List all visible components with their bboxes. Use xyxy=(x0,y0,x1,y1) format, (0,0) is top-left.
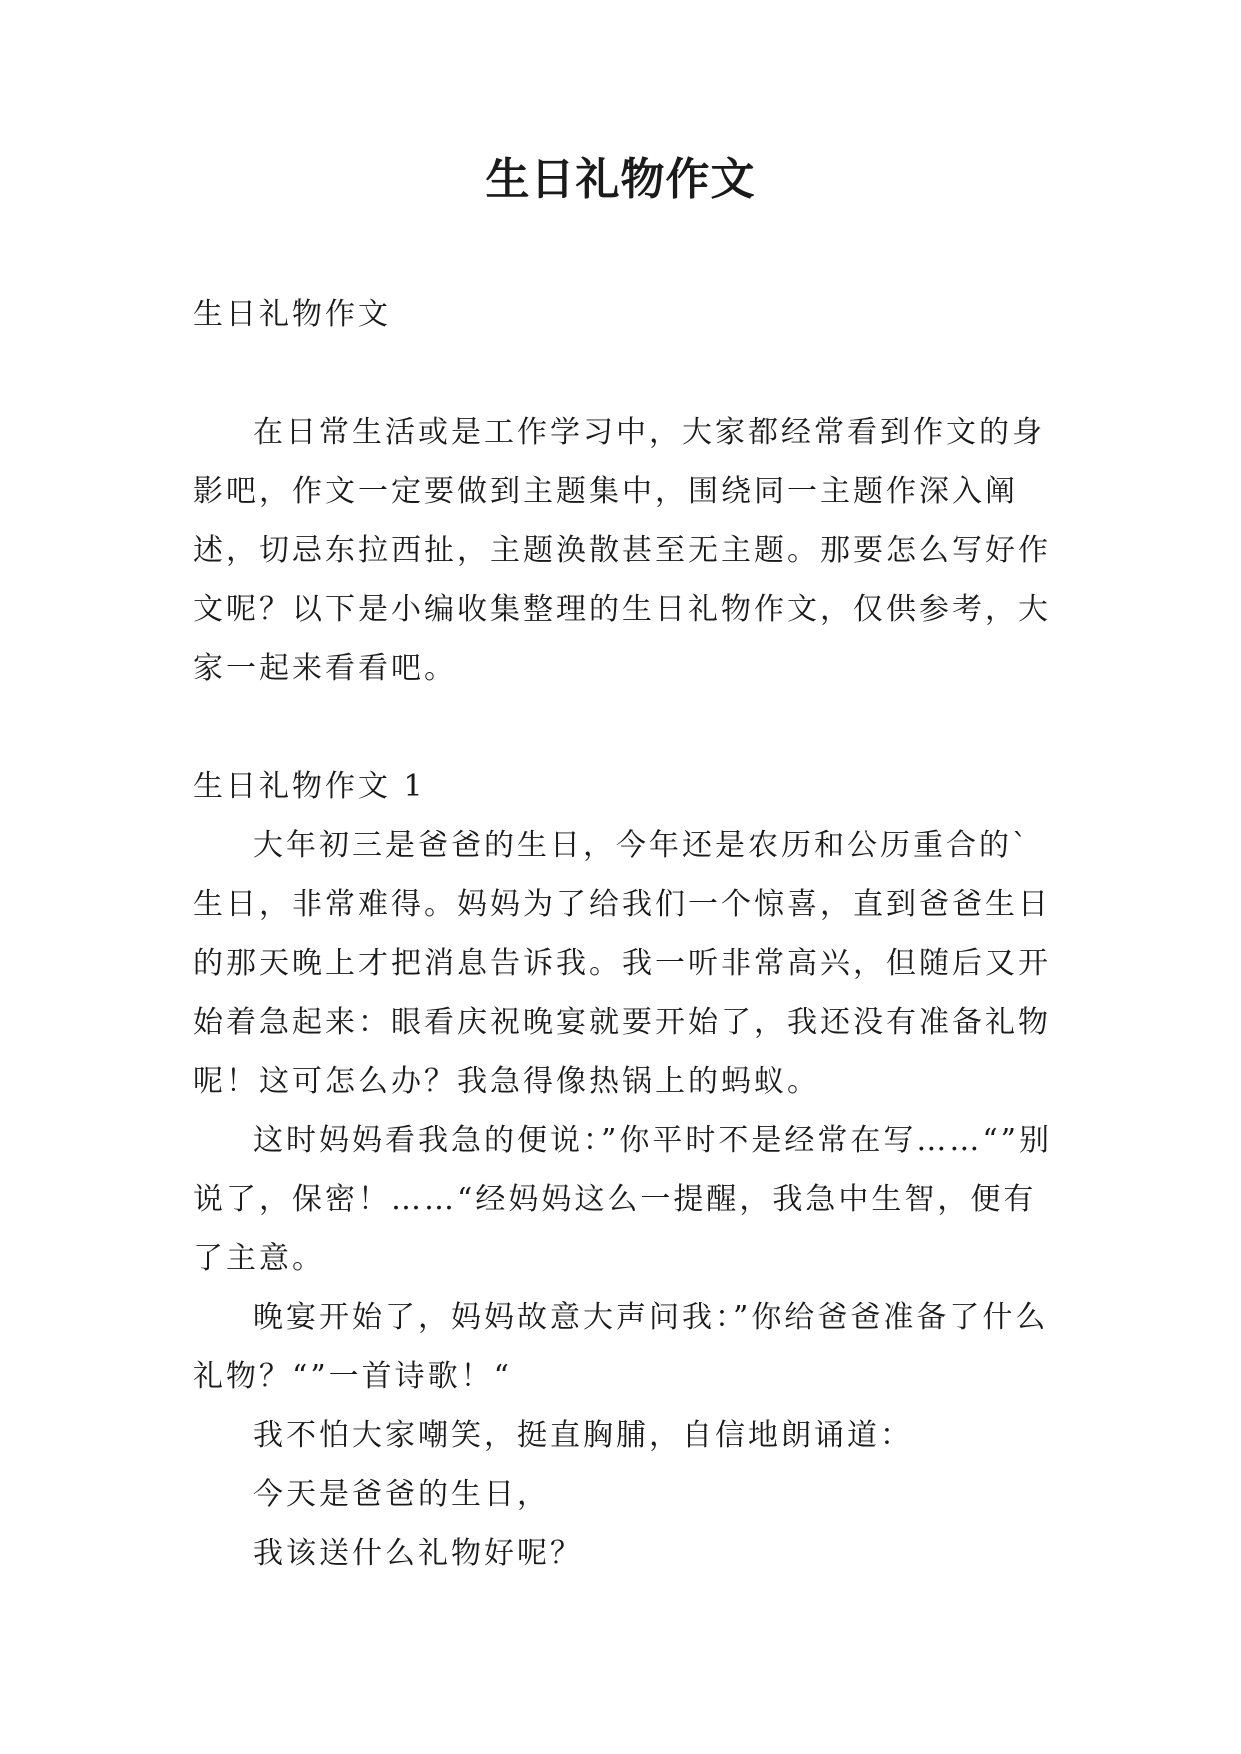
body-paragraph: 我不怕大家嘲笑，挺直胸脯，自信地朗诵道： xyxy=(253,1418,913,1453)
document-title: 生日礼物作文 xyxy=(485,154,756,205)
body-paragraph: 这时妈妈看我急的便说：”你平时不是经常在写……“”别说了，保密！……“经妈妈这么一提醒，我急中生智，便有了主意。 xyxy=(193,1123,1053,1276)
poem-line: 今天是爸爸的生日， xyxy=(253,1477,550,1512)
document-body xyxy=(193,285,1058,1583)
spacer xyxy=(193,698,1058,757)
poem-line: 我该送什么礼物好呢？ xyxy=(253,1536,583,1571)
body-paragraph: 晚宴开始了，妈妈故意大声问我：”你给爸爸准备了什么礼物？“”一首诗歌！“ xyxy=(193,1300,1049,1394)
subtitle: 生日礼物作文 xyxy=(193,297,391,332)
body-paragraph: 大年初三是爸爸的生日，今年还是农历和公历重合的`生日，非常难得。妈妈为了给我们一个惊喜，直到爸爸生日的那天晚上才把消息告诉我。我一听非常高兴，但随后又开始着急起来：眼看庆祝晚宴就要开始了，我还没有准备礼物呢！这可怎么办？我急得像热锅上的蚂蚁。 xyxy=(193,828,1051,1099)
section-heading: 生日礼物作文 1 xyxy=(193,769,426,804)
spacer xyxy=(193,344,1058,403)
intro-paragraph: 在日常生活或是工作学习中，大家都经常看到作文的身影吧，作文一定要做到主题集中，围绕同一主题作深入阐述，切忌东拉西扯，主题涣散甚至无主题。那要怎么写好作文呢？以下是小编收集整理的生日礼物作文，仅供参考，大家一起来看看吧。 xyxy=(193,415,1051,686)
